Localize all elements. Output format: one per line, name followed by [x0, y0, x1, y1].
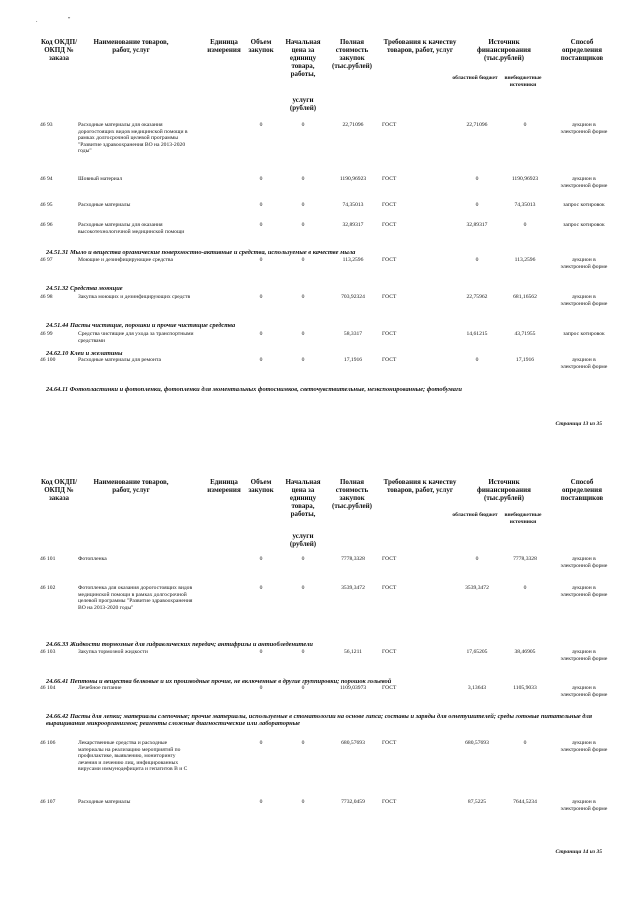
row-volume: 0	[259, 331, 263, 337]
row-price: 0	[301, 222, 305, 228]
row-method: аукцион в электронной форме	[560, 176, 608, 189]
row-requirements: ГОСТ	[382, 257, 397, 263]
header-source-extra: внебюджетные источники	[504, 75, 542, 88]
row-volume: 0	[259, 202, 263, 208]
row-regional: 22,71096	[466, 122, 488, 128]
row-regional: 0	[475, 202, 479, 208]
row-extra: 0	[523, 122, 527, 128]
row-name: Лечебное питание	[78, 685, 122, 691]
row-name: Фотопленка	[78, 556, 107, 562]
row-method: аукцион в электронной форме	[560, 357, 608, 370]
row-requirements: ГОСТ	[382, 685, 397, 691]
header-name: Наименование товаров, работ, услуг	[93, 38, 169, 54]
row-volume: 0	[259, 176, 263, 182]
scan-mark: "	[68, 17, 71, 23]
row-regional: 87,5225	[467, 799, 487, 805]
row-volume: 0	[259, 257, 263, 263]
row-price: 0	[301, 331, 305, 337]
row-price: 0	[301, 649, 305, 655]
row-code: 46 106	[40, 740, 56, 746]
row-total: 56,1211	[344, 649, 362, 655]
row-requirements: ГОСТ	[382, 222, 397, 228]
row-extra: 0	[523, 585, 527, 591]
row-price: 0	[301, 176, 305, 182]
row-price: 0	[301, 799, 305, 805]
row-total: 32,89317	[342, 222, 364, 228]
header-source: Источник финансирования (тыс.рублей)	[477, 38, 531, 62]
row-regional: 22,75962	[466, 294, 488, 300]
row-code: 46 97	[40, 257, 53, 263]
row-name: Расходные материалы для ремонта	[78, 357, 161, 363]
row-regional: 3539,3472	[465, 585, 489, 591]
row-price: 0	[301, 740, 305, 746]
row-regional: 0	[475, 556, 479, 562]
section-heading: 24.66.33 Жидкости тормозные для гидравлических передач; антифризы и антиобледенители	[46, 641, 313, 648]
row-name: Лекарственные средства и расходные материалы на реализацию мероприятий по профилактике, выявлению, мониторингу лечения и лечению лиц, инфицированных вирусами иммунодефицита и гепатитов В и С	[78, 740, 188, 773]
row-regional: 0	[475, 357, 479, 363]
row-name: Закупка моющих и дезинфицирующих средств	[78, 294, 191, 300]
row-code: 46 95	[40, 202, 53, 208]
row-total: 680,57693	[341, 740, 365, 746]
row-total: 7778,3328	[341, 556, 365, 562]
row-requirements: ГОСТ	[382, 331, 397, 337]
row-name: Средства чистящие для ухода за транспортными средствами	[78, 331, 194, 344]
row-extra: 7644,5234	[513, 799, 537, 805]
row-code: 46 104	[40, 685, 56, 691]
header-method: Способ определения поставщиков	[560, 38, 604, 62]
row-extra: 0	[523, 740, 527, 746]
row-requirements: ГОСТ	[382, 122, 397, 128]
row-volume: 0	[259, 740, 263, 746]
row-extra: 17,1916	[515, 357, 535, 363]
header-price: Начальная цена за единицу товара, работы,	[285, 478, 321, 518]
row-volume: 0	[259, 685, 263, 691]
row-code: 46 96	[40, 222, 53, 228]
row-name: Моющие и дезинфицирующие средства	[78, 257, 173, 263]
header-source-regional: областной бюджет	[452, 75, 498, 81]
row-requirements: ГОСТ	[382, 799, 397, 805]
header-unit: Единица измерения	[207, 38, 241, 54]
row-method: аукцион в электронной форме	[560, 556, 608, 569]
header-price-units: услуги (рублей)	[289, 532, 317, 548]
header-name: Наименование товаров, работ, услуг	[93, 478, 169, 494]
row-extra: 7778,3328	[513, 556, 537, 562]
row-extra: 681,16562	[513, 294, 537, 300]
row-requirements: ГОСТ	[382, 556, 397, 562]
row-name: Расходные материалы	[78, 799, 131, 805]
row-regional: 0	[475, 257, 479, 263]
page-number: Страница 13 из 35	[555, 421, 602, 427]
row-volume: 0	[259, 222, 263, 228]
header-volume: Объем закупок	[248, 38, 274, 54]
header-unit: Единица измерения	[207, 478, 241, 494]
section-heading: 24.51.32 Средства моющие	[46, 285, 123, 292]
row-total: 703,92324	[341, 294, 365, 300]
row-price: 0	[301, 556, 305, 562]
row-total: 7732,0459	[341, 799, 365, 805]
section-heading: 24.51.31 Мыло и вещества органические поверхностно-активные и средства, используемые в качестве мыла	[46, 249, 356, 256]
row-volume: 0	[259, 357, 263, 363]
row-method: аукцион в электронной форме	[560, 685, 608, 698]
row-requirements: ГОСТ	[382, 202, 397, 208]
header-volume: Объем закупок	[248, 478, 274, 494]
row-code: 46 103	[40, 649, 56, 655]
header-source: Источник финансирования (тыс.рублей)	[477, 478, 531, 502]
row-total: 1109,03973	[339, 685, 367, 691]
row-volume: 0	[259, 799, 263, 805]
row-requirements: ГОСТ	[382, 585, 397, 591]
row-volume: 0	[259, 556, 263, 562]
section-heading: 24.66.41 Пептоны и вещества белковые и их производные прочие, не включенные в другие группировки; порошок гольевой	[46, 678, 392, 685]
row-method: аукцион в электронной форме	[560, 294, 608, 307]
row-name: Фотопленка для оказания дорогостоящих видов медицинской помощи в рамках долгосрочной целевой программы "Развитие здравоохранения ВО на 2013-2020 годы"	[78, 585, 193, 611]
row-price: 0	[301, 257, 305, 263]
scan-mark: .	[36, 18, 38, 24]
row-price: 0	[301, 202, 305, 208]
row-code: 46 100	[40, 357, 56, 363]
row-regional: 680,57693	[465, 740, 489, 746]
page-number: Страница 14 из 35	[555, 849, 602, 855]
header-method: Способ определения поставщиков	[560, 478, 604, 502]
row-code: 46 107	[40, 799, 56, 805]
row-total: 3539,3472	[341, 585, 365, 591]
row-extra: 1105,9033	[513, 685, 537, 691]
header-total: Полная стоимость закупок (тыс.рублей)	[331, 38, 373, 70]
section-heading: 24.62.10 Клеи и желатины	[46, 350, 123, 357]
header-code: Код ОКДП/ ОКПД № заказа	[40, 478, 78, 502]
header-source-regional: областной бюджет	[452, 512, 498, 518]
row-method: запрос котировок	[563, 202, 605, 208]
row-code: 46 99	[40, 331, 53, 337]
header-price-units: услуги (рублей)	[289, 96, 317, 112]
row-price: 0	[301, 294, 305, 300]
row-code: 46 102	[40, 585, 56, 591]
row-name: Шовный материал	[78, 176, 123, 182]
row-code: 46 93	[40, 122, 53, 128]
header-total: Полная стоимость закупок (тыс.рублей)	[331, 478, 373, 510]
row-total: 113,2596	[342, 257, 364, 263]
row-regional: 0	[475, 176, 479, 182]
row-extra: 113,2596	[514, 257, 536, 263]
row-name: Расходные материалы	[78, 202, 131, 208]
row-regional: 14,61215	[466, 331, 488, 337]
row-method: аукцион в электронной форме	[560, 122, 608, 135]
header-code: Код ОКДП/ ОКПД № заказа	[40, 38, 78, 62]
header-price: Начальная цена за единицу товара, работы,	[285, 38, 321, 78]
row-regional: 32,89317	[466, 222, 488, 228]
section-heading: 24.66.42 Пасты для лепки; материалы слепочные; прочие материалы, используемые в стоматологии на основе гипса; составы и заряды для огнетушителей; среды готовые питательные для выращивания микроорганизмов; реагенты сложные диагностические или лабораторные	[46, 713, 593, 728]
row-code: 46 101	[40, 556, 56, 562]
row-method: аукцион в электронной форме	[560, 585, 608, 598]
row-requirements: ГОСТ	[382, 649, 397, 655]
header-requirements: Требования к качеству товаров, работ, услуг	[383, 478, 457, 494]
row-requirements: ГОСТ	[382, 740, 397, 746]
section-heading: 24.64.11 Фотопластинки и фотопленки, фотопленки для моментальных фотоснимков, светочувствительные, неэкспонированные; фотобумаги	[46, 386, 462, 393]
row-code: 46 94	[40, 176, 53, 182]
row-method: запрос котировок	[563, 331, 605, 337]
row-method: аукцион в электронной форме	[560, 799, 608, 812]
row-total: 17,1916	[343, 357, 363, 363]
row-volume: 0	[259, 649, 263, 655]
row-extra: 38,46905	[514, 649, 536, 655]
row-method: аукцион в электронной форме	[560, 649, 608, 662]
row-volume: 0	[259, 122, 263, 128]
row-extra: 0	[523, 222, 527, 228]
row-total: 58,3317	[343, 331, 363, 337]
row-requirements: ГОСТ	[382, 176, 397, 182]
row-volume: 0	[259, 294, 263, 300]
row-extra: 43,71955	[514, 331, 536, 337]
row-price: 0	[301, 685, 305, 691]
header-requirements: Требования к качеству товаров, работ, услуг	[383, 38, 457, 54]
row-price: 0	[301, 122, 305, 128]
row-name: Расходные материалы для оказания дорогостоящих видов медицинской помощи в рамках долгосрочной целевой программы "Развитие здравоохранения ВО на 2013-2020 годы"	[78, 122, 188, 155]
section-heading: 24.51.44 Пасты чистящие, порошки и прочие чистящие средства	[46, 322, 236, 329]
row-method: аукцион в электронной форме	[560, 257, 608, 270]
row-method: запрос котировок	[563, 222, 605, 228]
row-regional: 3,13643	[467, 685, 487, 691]
row-name: Закупка тормозной жидкости	[78, 649, 148, 655]
row-volume: 0	[259, 585, 263, 591]
row-regional: 17,65205	[466, 649, 488, 655]
row-requirements: ГОСТ	[382, 357, 397, 363]
row-name: Расходные материалы для оказания высокотехнологичной медицинской помощи	[78, 222, 185, 235]
row-price: 0	[301, 357, 305, 363]
row-price: 0	[301, 585, 305, 591]
row-extra: 1190,96923	[511, 176, 539, 182]
header-source-extra: внебюджетные источники	[504, 512, 542, 525]
row-requirements: ГОСТ	[382, 294, 397, 300]
row-total: 1190,96923	[339, 176, 367, 182]
row-total: 74,35013	[342, 202, 364, 208]
row-method: аукцион в электронной форме	[560, 740, 608, 753]
row-code: 46 98	[40, 294, 53, 300]
row-extra: 74,35013	[514, 202, 536, 208]
row-total: 22,71096	[342, 122, 364, 128]
